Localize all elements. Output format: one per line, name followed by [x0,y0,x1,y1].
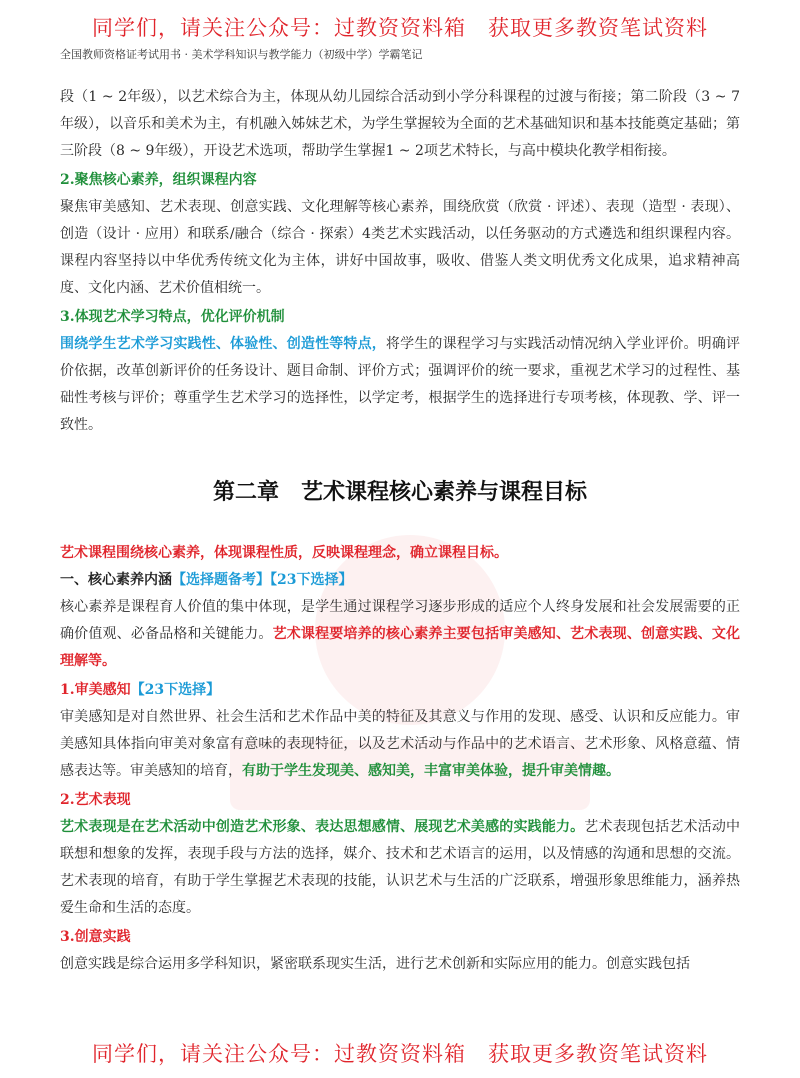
heading-core-literacy [60,567,740,594]
heading-focus-core-literacy: 2.聚焦核心素养，组织课程内容 [60,172,257,188]
heading-artistic-expression: 2.艺术表现 [60,792,131,808]
paragraph-aesthetic-perception [60,704,740,785]
highlight-green-text: 有助于学生发现美、感知美，丰富审美体验，提升审美情趣。 [242,763,620,779]
paragraph-evaluation [60,331,740,439]
exam-tag: 【23下选择】 [130,682,221,698]
paragraph-evaluation-text: 将学生的课程学习与实践活动情况纳入学业评价。明确评价依据，改革创新评价的任务设计、题目命制、评价方式；强调评价的统一要求，重视艺术学习的过程性、基础性考核与评价；尊重学生艺术学习的选择性，以学定考，根据学生的选择进行专项考核，体现教、学、评一致性。 [60,336,741,433]
paragraph-aesthetic-text: 审美感知是对自然世界、社会生活和艺术作品中美的特征及其意义与作用的发现、感受、认识和反应能力。审美感知具体指向审美对象富有意味的表现特征，以及艺术活动与作品中的艺术语言、艺术形象、风格意蕴、情感表达等。审美感知的培育， [60,709,740,779]
paragraph-core-literacy-text: 核心素养是课程育人价值的集中体现，是学生通过课程学习逐步形成的适应个人终身发展和社会发展需要的正确价值观、必备品格和关键能力。 [60,599,740,642]
promo-banner-bottom: 同学们，请关注公众号：过教资资料箱 获取更多教资笔试资料 [92,1042,708,1066]
paragraph-artistic-expression [60,814,740,922]
paragraph-course-content: 聚焦审美感知、艺术表现、创意实践、文化理解等核心素养，围绕欣赏（欣赏 · 评述）、表现（造型 · 表现）、创造（设计 · 应用）和联系/融合（综合 · 探索）4类艺术实践活动，以任务驱动的方式遴选和组织课程内容。课程内容坚持以中华优秀传统文化为主体，讲好中国故事，吸收、借鉴人类文明优秀文化成果，追求精神高度、文化内涵、艺术价值相统一。 [60,199,740,296]
paragraph-stages: 段（1 ~ 2年级），以艺术综合为主，体现从幼儿园综合活动到小学分科课程的过渡与衔接；第二阶段（3 ~ 7年级），以音乐和美术为主，有机融入姊妹艺术，为学生掌握较为全面的艺术基础知识和基本技能奠定基础；第三阶段（8 ~ 9年级），开设艺术选项，帮助学生掌握1 ~ 2项艺术特长，与高中模块化教学相衔接。 [60,89,740,159]
chapter-intro: 艺术课程围绕核心素养，体现课程性质，反映课程理念，确立课程目标。 [60,545,508,561]
highlight-blue-text: 围绕学生艺术学习实践性、体验性、创造性等特点， [60,336,386,352]
heading-optimize-evaluation: 3.体现艺术学习特点，优化评价机制 [60,309,285,325]
chapter-title: 第二章 艺术课程核心素养与课程目标 [212,480,587,505]
heading-core-literacy-text: 一、核心素养内涵 [60,572,172,588]
highlight-green-definition: 艺术表现是在艺术活动中创造艺术形象、表达思想感情、展现艺术美感的实践能力。 [60,819,585,835]
paragraph-creative-practice: 创意实践是综合运用多学科知识，紧密联系现实生活，进行艺术创新和实际应用的能力。创意实践包括 [60,956,690,972]
running-head: 全国教师资格证考试用书 · 美术学科知识与教学能力（初级中学）学霸笔记 [60,48,423,61]
heading-creative-practice: 3.创意实践 [60,929,131,945]
highlight-red-text: 艺术课程要培养的核心素养主要包括审美感知、艺术表现、创意实践、文化理解等。 [60,626,741,669]
heading-aesthetic-text: 1.审美感知 [60,682,131,698]
exam-tags: 【选择题备考】【23下选择】 [172,572,353,588]
document-body [60,84,740,978]
heading-aesthetic-perception [60,677,740,704]
paragraph-core-literacy [60,594,740,675]
paragraph-expression-text: 艺术表现包括艺术活动中联想和想象的发挥，表现手段与方法的选择，媒介、技术和艺术语言的运用，以及情感的沟通和思想的交流。艺术表现的培育，有助于学生掌握艺术表现的技能，认识艺术与生活的广泛联系，增强形象思维能力，涵养热爱生命和生活的态度。 [60,819,740,916]
promo-banner-top: 同学们，请关注公众号：过教资资料箱 获取更多教资笔试资料 [92,16,708,40]
